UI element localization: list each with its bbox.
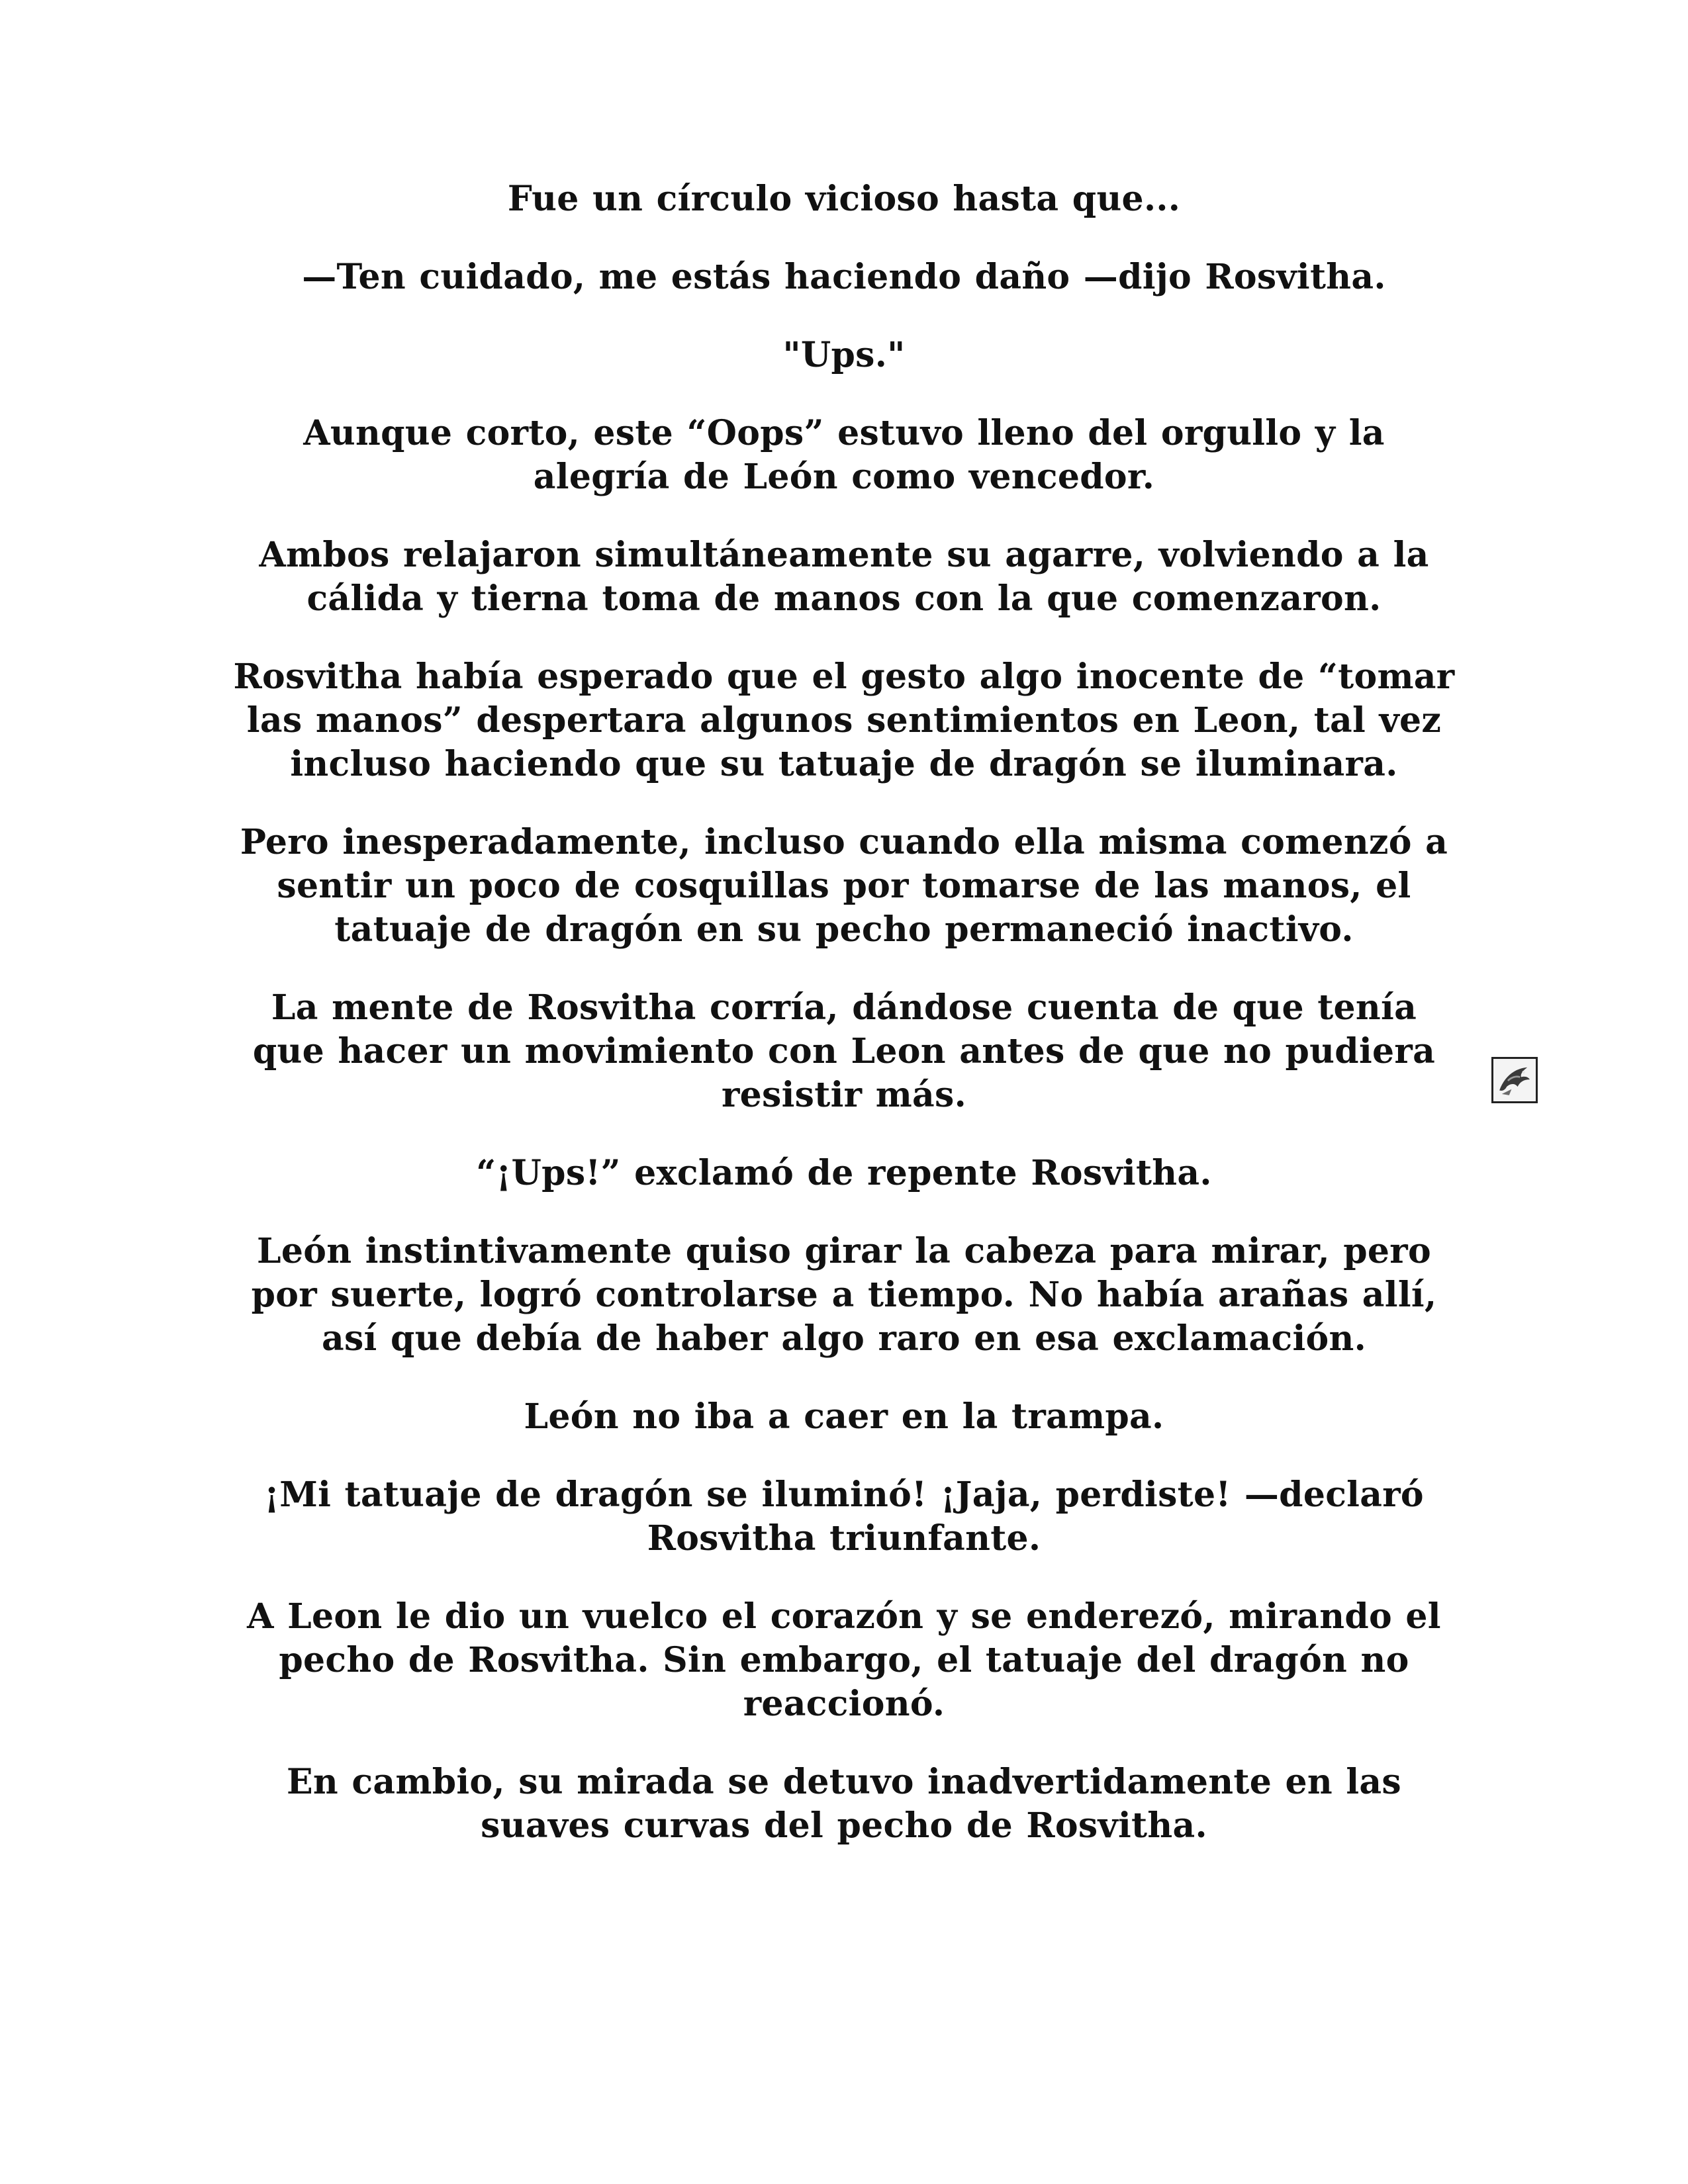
paragraph: Pero inesperadamente, incluso cuando ella misma comenzó a sentir un poco de cosquillas por tomarse de las manos, el tatuaje de dragón en su pecho permaneció inactivo. (240, 822, 1448, 950)
dragon-logo-icon (1491, 1057, 1538, 1103)
paragraph: ¡Mi tatuaje de dragón se iluminó! ¡Jaja, perdiste! —declaró Rosvitha triunfante. (264, 1475, 1424, 1559)
paragraph: Rosvitha había esperado que el gesto algo inocente de “tomar las manos” despertara algunos sentimientos en Leon, tal vez incluso haciendo que su tatuaje de dragón se iluminara. (233, 657, 1455, 784)
paragraph: —Ten cuidado, me estás haciendo daño —dijo Rosvitha. (302, 257, 1386, 297)
paragraph: Aunque corto, este “Oops” estuvo lleno del orgullo y la alegría de León como vencedor. (303, 413, 1385, 497)
paragraph: "Ups." (782, 335, 906, 375)
paragraph: León instintivamente quiso girar la cabeza para mirar, pero por suerte, logró controlarse a tiempo. No había arañas allí, así que debía de haber algo raro en esa exclamación. (251, 1231, 1437, 1359)
document-body (218, 177, 1470, 1882)
paragraph: “¡Ups!” exclamó de repente Rosvitha. (476, 1153, 1212, 1193)
paragraph: En cambio, su mirada se detuvo inadvertidamente en las suaves curvas del pecho de Rosvitha. (286, 1762, 1402, 1846)
paragraph: La mente de Rosvitha corría, dándose cuenta de que tenía que hacer un movimiento con Leon antes de que no pudiera resistir más. (252, 987, 1436, 1115)
paragraph: Ambos relajaron simultáneamente su agarre, volviendo a la cálida y tierna toma de manos con la que comenzaron. (259, 535, 1429, 619)
paragraph: Fue un círculo vicioso hasta que... (507, 179, 1181, 219)
paragraph: A Leon le dio un vuelco el corazón y se enderezó, mirando el pecho de Rosvitha. Sin embargo, el tatuaje del dragón no reaccionó. (247, 1596, 1441, 1724)
paragraph: León no iba a caer en la trampa. (524, 1396, 1164, 1437)
